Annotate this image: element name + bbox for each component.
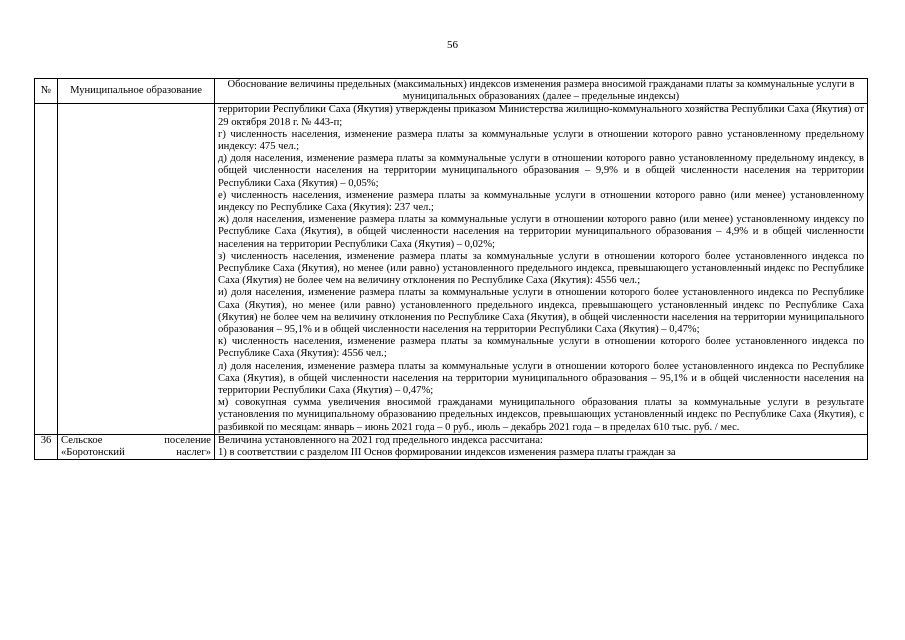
paragraph: з) численность населения, изменение размера платы за коммунальные услуги в отношении которого более установленного индекса по Республике Саха (Якутия), но менее (или равно) установленного предельного индекса, превышающего установленный индекс по Республике Саха (Якутия) не более чем на величину отклонения по Республике Саха (Якутия): 4556 чел.;	[218, 250, 864, 287]
paragraph: территории Республики Саха (Якутия) утверждены приказом Министерства жилищно-коммунального хозяйства Республики Саха (Якутия) от 29 октября 2018 г. № 443-п;	[218, 104, 864, 128]
paragraph: и) доля населения, изменение размера платы за коммунальные услуги в отношении которого более установленного индекса по Республике Саха (Якутия), но менее (или равно) установленного предельного индекса, превышающего установленный индекс по Республике Саха (Якутия) не более чем на величину отклонения по Республике Саха (Якутия), в общей численности населения на территории муниципального образования – 95,1% и в общей численности населения на территории Республики Саха (Якутия) – 0,47%;	[218, 287, 864, 336]
table-row-36	[35, 434, 868, 459]
paragraph: м) совокупная сумма увеличения вносимой гражданами муниципального образования платы за коммунальные услуги в результате установления по муниципальному образованию предельных индексов, превышающих установленный индекс по Республике Саха (Якутия), с разбивкой по месяцам: январь – июнь 2021 года – 0 руб., июль – декабрь 2021 года – в пределах 610 тыс. руб. / мес.	[218, 397, 864, 433]
paragraph: е) численность населения, изменение размера платы за коммунальные услуги в отношении которого равно (или менее) установленному индексу по Республике Саха (Якутия): 237 чел.;	[218, 189, 864, 214]
municipality-line	[61, 435, 211, 447]
header-municipality: Муниципальное образование	[58, 79, 215, 104]
justification-cell	[215, 104, 868, 434]
justification-table	[34, 78, 868, 460]
table-row	[35, 104, 868, 434]
header-justification: Обоснование величины предельных (максимальных) индексов изменения размера вносимой гражданами платы за коммунальные услуги в муниципальных образованиях (далее – предельные индексы)	[215, 79, 868, 104]
paragraph: Величина установленного на 2021 год предельного индекса рассчитана:	[218, 434, 543, 446]
municipality-word: «Боротонский	[61, 447, 125, 459]
row-number-cell	[35, 104, 58, 434]
justification-cell	[215, 434, 868, 459]
page-number: 56	[447, 39, 458, 51]
paragraph: 1) в соответствии с разделом III Основ формировании индексов изменения размера платы граждан за	[218, 447, 676, 459]
municipality-cell	[58, 104, 215, 434]
municipality-word: поселение	[164, 434, 211, 446]
municipality-word: наслег»	[176, 447, 211, 459]
header-number: №	[35, 79, 58, 104]
paragraph: л) доля населения, изменение размера платы за коммунальные услуги в отношении которого более установленного индекса по Республике Саха (Якутия), в общей численности населения на территории муниципального образования – 95,1% и в общей численности населения на территории Республики Саха (Якутия) – 0,47%;	[218, 360, 864, 397]
paragraph: г) численность населения, изменение размера платы за коммунальные услуги в отношении которого равно установленному предельному индексу: 475 чел.;	[218, 128, 864, 153]
municipality-cell	[58, 434, 215, 459]
municipality-line	[61, 447, 211, 459]
row-number-cell: 36	[35, 434, 58, 459]
paragraph: ж) доля населения, изменение размера платы за коммунальные услуги в отношении которого равно (или менее) установленному индексу по Республике Саха (Якутия), в общей численности населения на территории муниципального образования – 4,9% и в общей численности населения на территории Республики Саха (Якутия) – 0,02%;	[218, 214, 864, 250]
table-header-row	[35, 79, 868, 104]
municipality-word: Сельское	[61, 434, 103, 446]
paragraph: к) численность населения, изменение размера платы за коммунальные услуги в отношении которого более установленного индекса по Республике Саха (Якутия): 4556 чел.;	[218, 336, 864, 360]
paragraph: д) доля населения, изменение размера платы за коммунальные услуги в отношении которого равно установленному предельному индексу, в общей численности населения на территории муниципального образования – 9,9% и в общей численности населения на территории Республики Саха (Якутия) – 0,05%;	[218, 153, 864, 189]
